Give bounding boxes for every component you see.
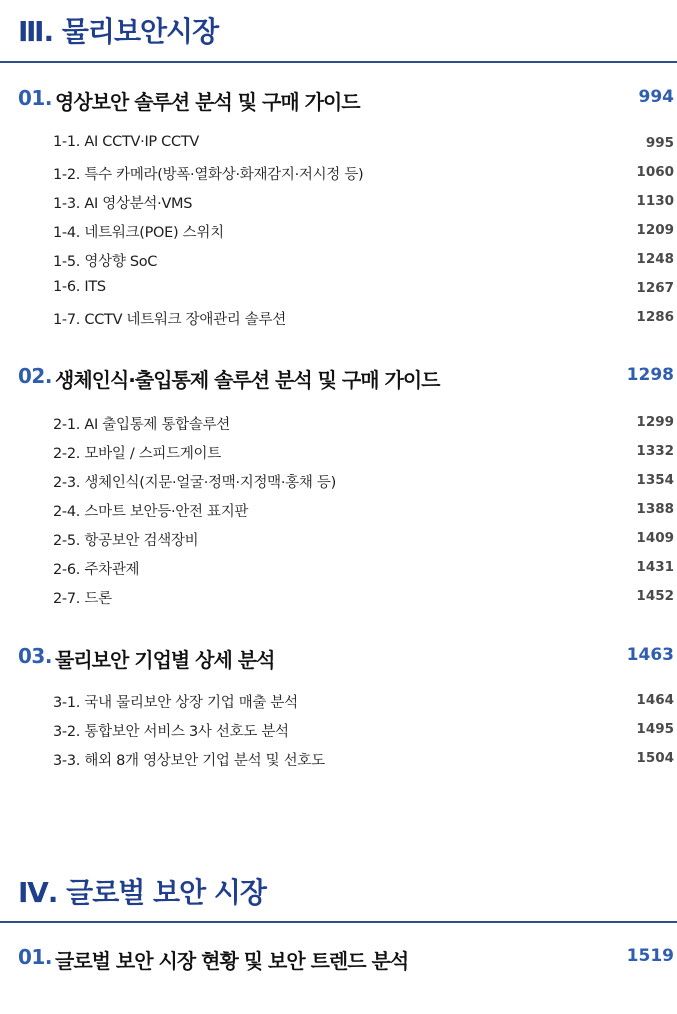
part-divider-3 xyxy=(0,61,677,63)
toc-section-4-1[interactable] xyxy=(18,945,674,973)
section-page-number: 1298 xyxy=(626,365,674,385)
toc-item-page: 995 xyxy=(645,135,674,151)
section-title: 생체인식·출입통제 솔루션 분석 및 구매 가이드 xyxy=(55,368,440,392)
toc-item-label: 1-4. 네트워크(POE) 스위치 xyxy=(53,225,224,241)
toc-item-page: 1354 xyxy=(636,472,674,488)
toc-item[interactable] xyxy=(53,720,674,742)
toc-item-label: 2-7. 드론 xyxy=(53,591,112,607)
toc-item[interactable] xyxy=(53,558,674,580)
toc-item-page: 1495 xyxy=(636,721,674,737)
toc-item[interactable] xyxy=(53,250,674,272)
toc-item-label: 2-4. 스마트 보안등·안전 표지판 xyxy=(53,504,249,520)
section-number: 01. xyxy=(18,945,52,969)
toc-item[interactable] xyxy=(53,163,674,185)
toc-item-label: 1-5. 영상향 SoC xyxy=(53,254,158,270)
toc-item-label: 1-2. 특수 카메라(방폭·열화상·화재감지·저시정 등) xyxy=(53,167,364,183)
toc-item-label: 3-2. 통합보안 서비스 3사 선호도 분석 xyxy=(53,724,289,740)
section-page-number: 994 xyxy=(638,87,674,107)
section-page-number: 1519 xyxy=(626,946,674,966)
toc-item-page: 1452 xyxy=(636,588,674,604)
toc-item[interactable] xyxy=(53,587,674,609)
toc-item[interactable] xyxy=(53,500,674,522)
section-number: 02. xyxy=(18,364,52,388)
toc-item-label: 2-2. 모바일 / 스피드게이트 xyxy=(53,446,221,462)
toc-item-page: 1409 xyxy=(636,530,674,546)
toc-item[interactable] xyxy=(53,192,674,214)
toc-item-label: 2-5. 항공보안 검색장비 xyxy=(53,533,199,549)
section-number: 01. xyxy=(18,86,52,110)
toc-item-page: 1130 xyxy=(636,193,674,209)
toc-item-page: 1464 xyxy=(636,692,674,708)
toc-item-page: 1504 xyxy=(636,750,674,766)
toc-item[interactable] xyxy=(53,134,674,156)
toc-item[interactable] xyxy=(53,308,674,330)
toc-item-label: 3-3. 해외 8개 영상보안 기업 분석 및 선호도 xyxy=(53,753,325,769)
toc-item-page: 1209 xyxy=(636,222,674,238)
toc-item-page: 1299 xyxy=(636,414,674,430)
toc-item[interactable] xyxy=(53,529,674,551)
section-title: 글로벌 보안 시장 현황 및 보안 트렌드 분석 xyxy=(55,949,409,973)
toc-section-3[interactable] xyxy=(18,644,674,672)
toc-item-label: 1-6. ITS xyxy=(53,279,106,295)
part-title-3: Ⅲ. 물리보안시장 xyxy=(18,15,219,48)
toc-item-page: 1388 xyxy=(636,501,674,517)
toc-item-page: 1060 xyxy=(636,164,674,180)
toc-item-label: 2-6. 주차관제 xyxy=(53,562,140,578)
section-page-number: 1463 xyxy=(626,645,674,665)
toc-section-1[interactable] xyxy=(18,86,674,114)
toc-item-label: 1-3. AI 영상분석·VMS xyxy=(53,196,193,212)
toc-item[interactable] xyxy=(53,279,674,301)
toc-item-page: 1248 xyxy=(636,251,674,267)
toc-item-page: 1431 xyxy=(636,559,674,575)
toc-item-label: 1-1. AI CCTV·IP CCTV xyxy=(53,134,199,150)
toc-item[interactable] xyxy=(53,749,674,771)
toc-item-label: 3-1. 국내 물리보안 상장 기업 매출 분석 xyxy=(53,695,298,711)
toc-item[interactable] xyxy=(53,471,674,493)
section-number: 03. xyxy=(18,644,52,668)
section-title: 물리보안 기업별 상세 분석 xyxy=(55,648,275,672)
part-divider-4 xyxy=(0,921,677,923)
section-title: 영상보안 솔루션 분석 및 구매 가이드 xyxy=(55,90,360,114)
toc-item-label: 2-3. 생체인식(지문·얼굴·정맥·지정맥·홍채 등) xyxy=(53,475,336,491)
toc-section-2[interactable] xyxy=(18,364,674,392)
toc-item-label: 1-7. CCTV 네트워크 장애관리 솔루션 xyxy=(53,312,286,328)
toc-item[interactable] xyxy=(53,691,674,713)
toc-item-page: 1332 xyxy=(636,443,674,459)
toc-item-page: 1267 xyxy=(636,280,674,296)
toc-item[interactable] xyxy=(53,221,674,243)
toc-item-label: 2-1. AI 출입통제 통합솔루션 xyxy=(53,417,230,433)
toc-item[interactable] xyxy=(53,413,674,435)
toc-item-page: 1286 xyxy=(636,309,674,325)
part-title-4: Ⅳ. 글로벌 보안 시장 xyxy=(18,876,266,909)
toc-item[interactable] xyxy=(53,442,674,464)
